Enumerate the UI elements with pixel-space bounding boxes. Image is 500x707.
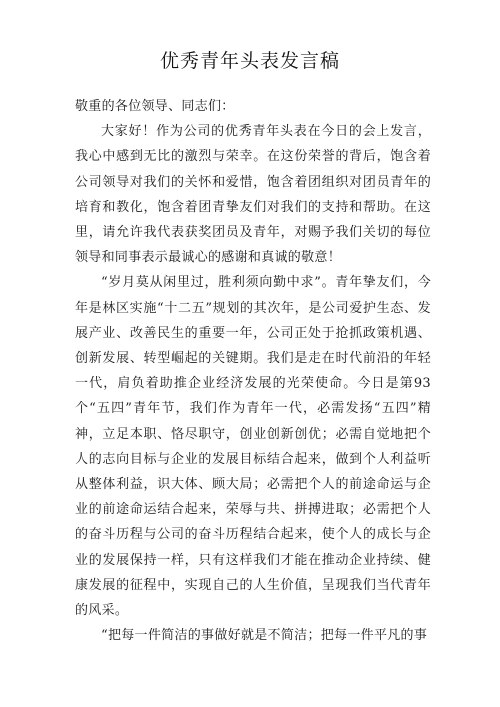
paragraph-greeting: 大家好！作为公司的优秀青年头表在今日的会上发言，我心中感到无比的激烈与荣幸。在这份荣誉的背后，饱含着公司领导对我们的关怀和爱惜，饱含着团组织对团员青年的培育和教化，饱含着团青挚友们对我们的支持和帮助。在这里，请允许我代表获奖团员及青年，对赐予我们关切的每位领导和同事表示最诚心的感谢和真诚的敬意！ (75, 124, 431, 266)
document-body (75, 94, 431, 648)
paragraph-mission: “岁月莫从闲里过，胜利须向勤中求”。青年挚友们，今年是林区实施“十二五”规划的其次年，是公司爱护生态、发展产业、改善民生的重要一年，公司正处于抢抓政策机遇、创新发展、转型崛起的关键期。我们是走在时代前沿的年轻一代，肩负着助推企业经济发展的光荣使命。今日是第93个“五四”青年节，我们作为青年一代，必需发扬“五四”精神，立足本职、恪尽职守，创业创新创优；必需自觉地把个人的志向目标与企业的发展目标结合起来，做到个人利益听从整体利益，识大体、顾大局；必需把个人的前途命运与企业的前途命运结合起来，荣辱与共、拼搏进取；必需把个人的奋斗历程与公司的奋斗历程结合起来，使个人的成长与企业的发展保持一样，只有这样我们才能在推动企业持续、健康发展的征程中，实现自己的人生价值，呈现我们当代青年的风采。 (75, 275, 431, 619)
document-title: 优秀青年头表发言稿 (159, 50, 340, 72)
salutation: 敬重的各位领导、同志们： (75, 99, 235, 114)
paragraph-closing: “把每一件简洁的事做好就是不简洁；把每一件平凡的事 (101, 628, 428, 644)
